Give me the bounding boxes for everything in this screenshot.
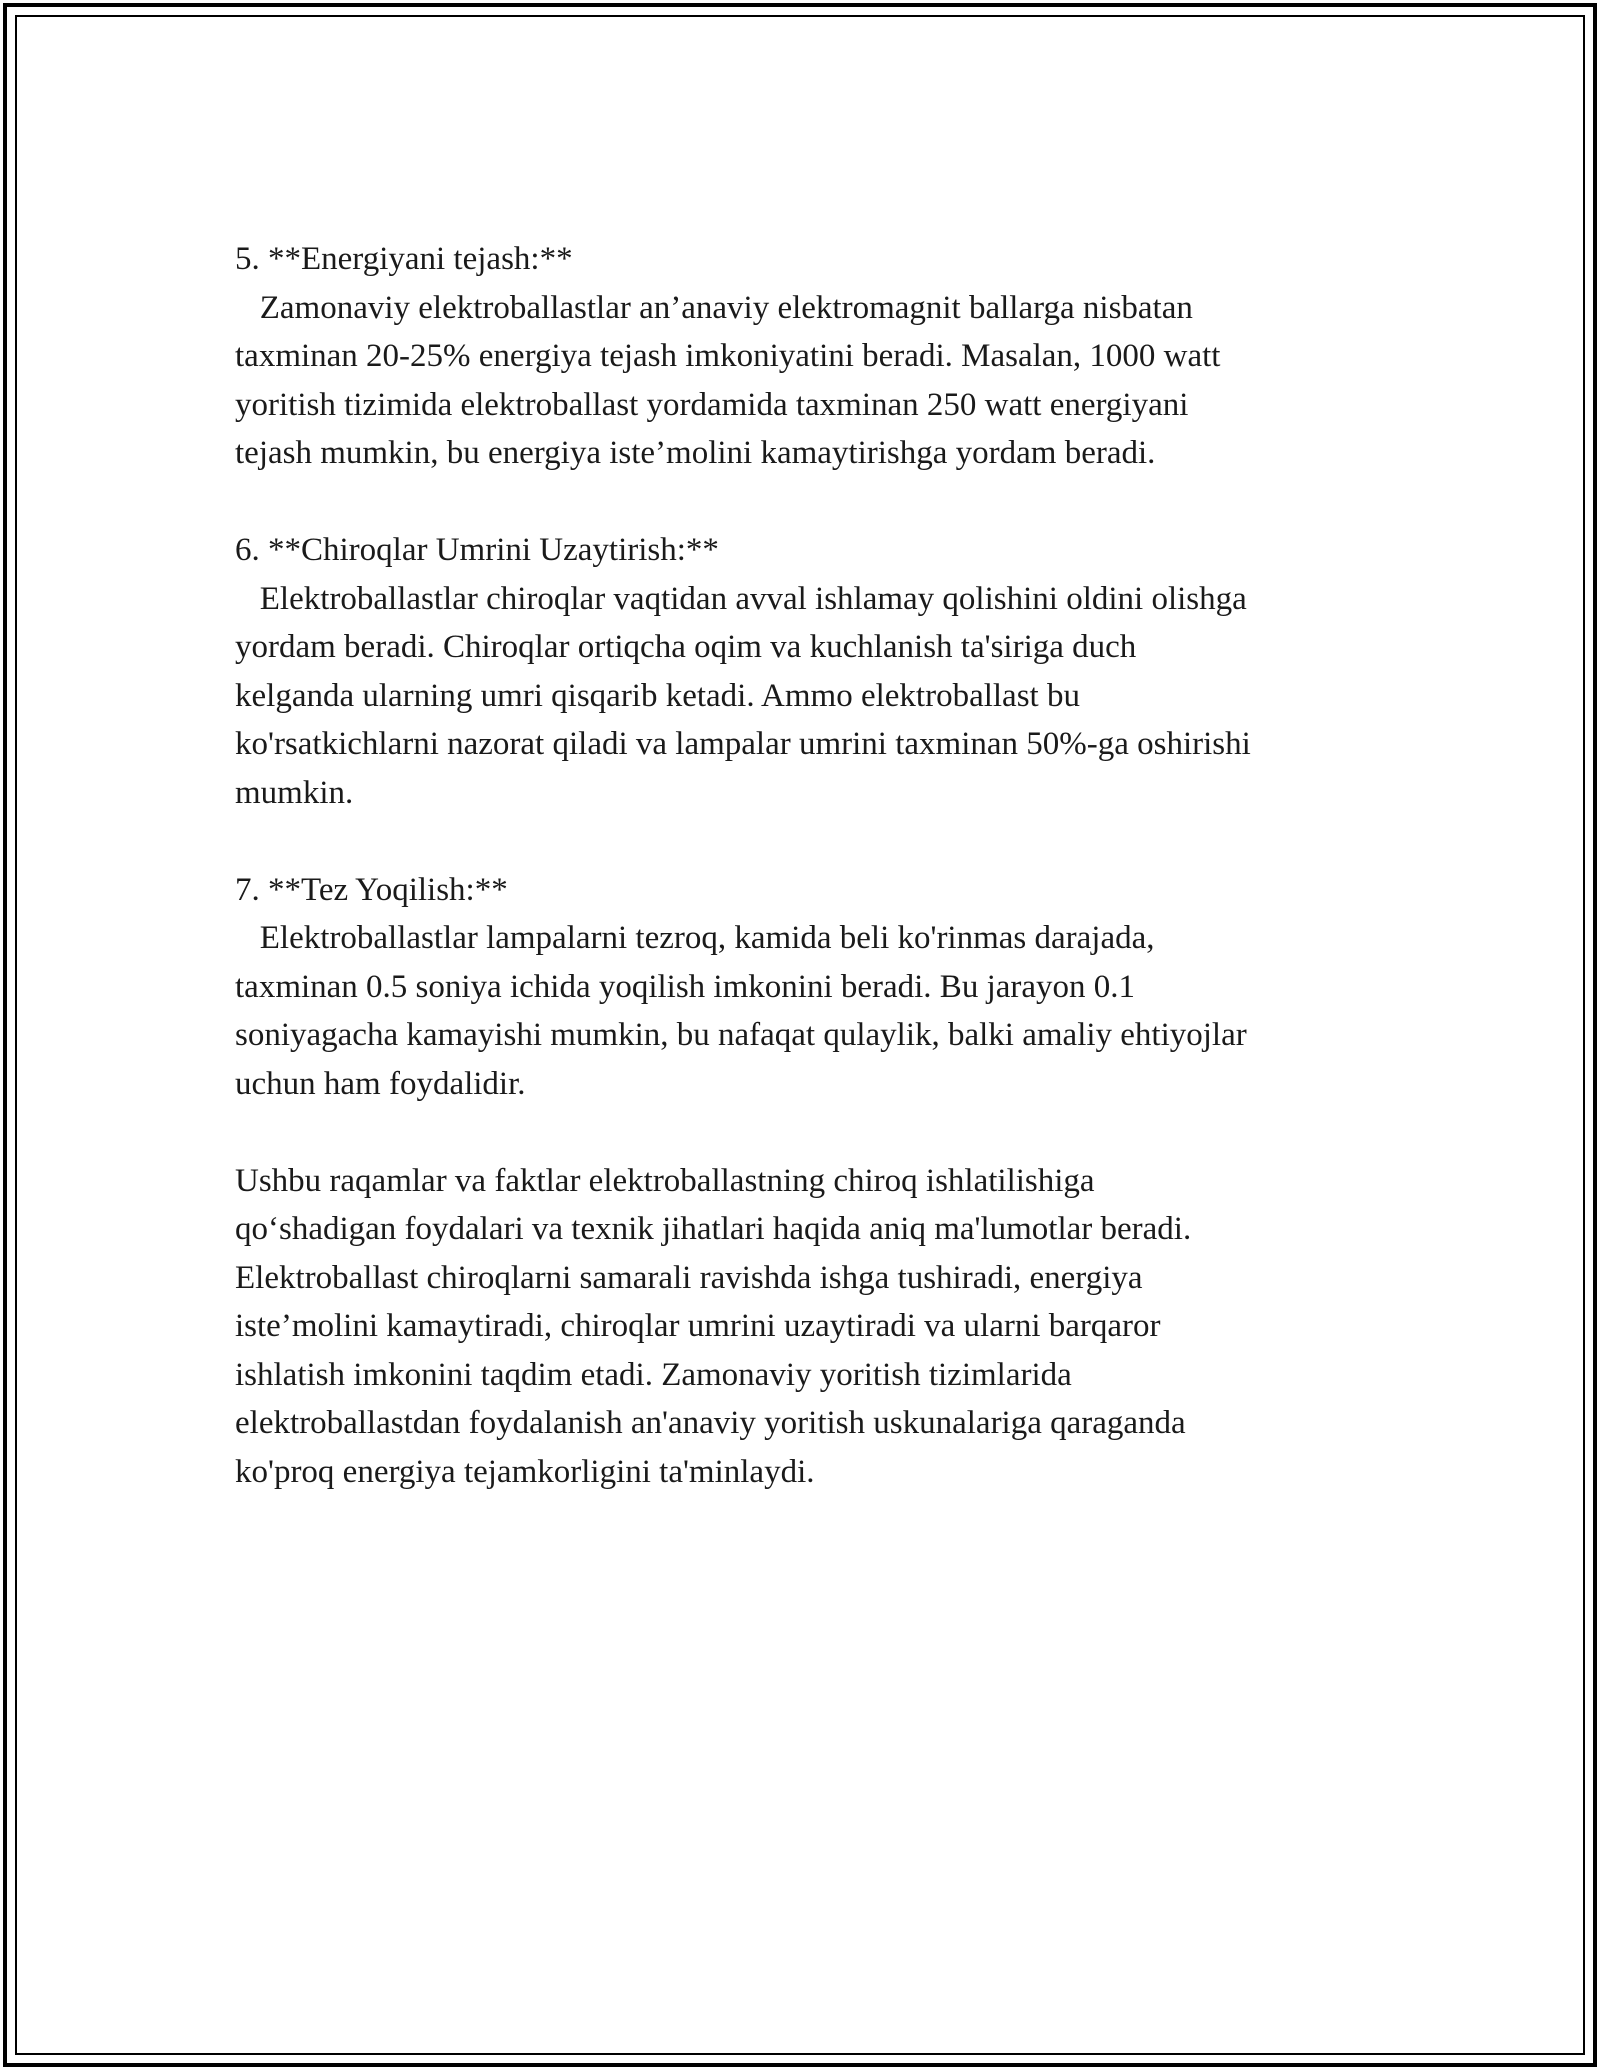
section-title: 6. **Chiroqlar Umrini Uzaytirish:** (235, 532, 719, 568)
section-paragraph: Elektroballastlar chiroqlar vaqtidan avval ishlamay qolishini oldini olishga yordam beradi. Chiroqlar ortiqcha oqim va kuchlanish ta'siriga duch kelganda ularning umri qisqarib ketadi. Ammo elektroballast bu ko'rsatkichlarni nazorat qiladi va lampalar umrini taxminan 50%-ga oshirishi mumkin. (235, 580, 1251, 811)
section-energy-saving (235, 235, 1385, 478)
section-paragraph: Elektroballastlar lampalarni tezroq, kamida beli ko'rinmas darajada, taxminan 0.5 soniya ichida yoqilish imkonini beradi. Bu jarayon 0.1 soniyagacha kamayishi mumkin, bu nafaqat qulaylik, balki amaliy ehtiyojlar uchun ham foydalidir. (235, 920, 1247, 1102)
section-title: 5. **Energiyani tejash:** (235, 241, 573, 277)
summary-paragraph: Ushbu raqamlar va faktlar elektroballastning chiroq ishlatilishiga qo‘shadigan foydalari va texnik jihatlari haqida aniq ma'lumotlar beradi. Elektroballast chiroqlarni samarali ravishda ishga tushiradi, energiya iste’molini kamaytiradi, chiroqlar umrini uzaytiradi va ularni barqaror ishlatish imkonini taqdim etadi. Zamonaviy yoritish tizimlarida elektroballastdan foydalanish an'anaviy yoritish uskunalariga qaraganda ko'proq energiya tejamkorligini ta'minlaydi. (235, 1162, 1192, 1490)
section-lamp-life (235, 526, 1385, 817)
document-body (235, 235, 1385, 1496)
section-title: 7. **Tez Yoqilish:** (235, 871, 508, 908)
section-fast-ignition (235, 866, 1385, 1109)
section-paragraph: Zamonaviy elektroballastlar an’anaviy elektromagnit ballarga nisbatan taxminan 20-25% energiya tejash imkoniyatini beradi. Masalan, 1000 watt yoritish tizimida elektroballast yordamida taxminan 250 watt energiyani tejash mumkin, bu energiya iste’molini kamaytirishga yordam beradi. (235, 289, 1221, 471)
